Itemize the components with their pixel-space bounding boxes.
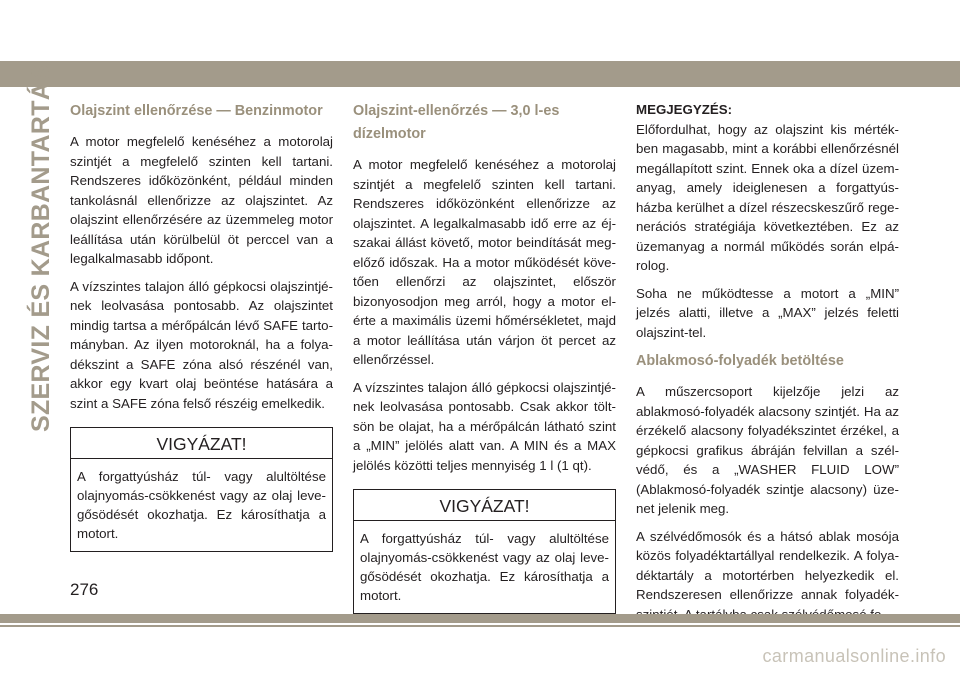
paragraph: A vízszintes talajon álló gépkocsi olajszintjé-nek leolvasása pontosabb. Az olajszintet mindig tartsa a mérőpálcán lévő SAFE tarto-mányban. Az ilyen motoroknál, ha a folya-dékszint a SAFE zóna alsó részénél van, akkor egy kvart olaj beöntése hatására a szint a SAFE zóna felső részéig emelkedik. xyxy=(70,278,333,411)
section-heading-diesel-oil-check: Olajszint-ellenőrzés — 3,0 l-es dízelmotor xyxy=(353,103,560,142)
paragraph: A szélvédőmosók és a hátsó ablak mosója közös folyadéktartállyal rendelkezik. A folya-déktartály a motortérben helyezkedik el. Rendszeresen ellenőrizze annak folyadék- xyxy=(636,528,899,602)
note-title: MEGJEGYZÉS: xyxy=(636,102,733,117)
header-band xyxy=(0,61,960,87)
column-3 xyxy=(636,100,899,632)
section-heading-petrol-oil-check: Olajszint ellenőrzése — Benzinmotor xyxy=(70,103,323,119)
footer-band xyxy=(0,614,960,623)
footer-line xyxy=(0,625,960,627)
note-paragraph: Előfordulhat, hogy az olajszint kis mérték-ben magasabb, mint a korábbi ellenőrzésnél megállapított szint. Ennek oka a dízel üzem-anyag, amely ideiglenesen a forgattyús-házba kerülhet a dízel részecskeszűrő rege-nerációs stratégiája következtében. Ez az üzemanyag a normál működés során elpá-rolog. xyxy=(636,121,899,273)
section-heading-washer-fluid: Ablakmosó-folyadék betöltése xyxy=(636,353,844,369)
warning-text: A forgattyúsház túl- vagy alultöltése olajnyomás-csökkenést vagy az olaj leve-gősödését okozhatja. Ez károsíthatja a motort. xyxy=(360,531,609,603)
warning-title: VIGYÁZAT! xyxy=(354,490,615,521)
watermark: carmanualsonline.info xyxy=(762,646,946,666)
note-paragraph: Soha ne működtesse a motort a „MIN” jelzés alatti, illetve a „MAX” jelzés feletti olajszint-tel. xyxy=(636,285,899,340)
page-top-margin xyxy=(0,0,960,61)
warning-title: VIGYÁZAT! xyxy=(71,428,332,459)
paragraph: A műszercsoport kijelzője jelzi az ablakmosó-folyadék alacsony szintjét. Ha az érzékelő alacsony folyadékszintet érzékel, a gépkocsi grafikus ábráján felvillan a szél-védő, és a „WASHER FLUID LOW” (Ablakmosó-folyadék szintje alacsony) üze-net jelenik meg. xyxy=(636,384,899,516)
paragraph: A vízszintes talajon álló gépkocsi olajszintjé-nek leolvasása pontosabb. Csak akkor tölt-sön be olajat, ha a mérőpálcán látható szint a „MIN” jelölés alatt van. A MIN és a MAX jelölés közötti teljes mennyiség 1 l (1 qt). xyxy=(353,379,616,473)
section-side-title: SZERVIZ ÉS KARBANTARTÁS xyxy=(27,64,55,432)
warning-box xyxy=(353,489,616,614)
column-2 xyxy=(353,100,616,614)
column-1 xyxy=(70,100,333,552)
warning-box xyxy=(70,427,333,552)
warning-text: A forgattyúsház túl- vagy alultöltése olajnyomás-csökkenést vagy az olaj leve-gősödését okozhatja. Ez károsíthatja a motort. xyxy=(77,469,326,541)
paragraph: A motor megfelelő kenéséhez a motorolaj szintjét a megfelelő szinten kell tartani. Rendszeres időközönként ellenőrizze az olajszintet. A legalkalmasabb idő erre az éj-szakai állást követő, motor beindítását meg-előző időszak. Ha a motor működését köve-tően ellenőrzi az olajszintet, először bizonyosodjon meg arról, hogy a motor el-érte a maximális üzemi hőmérsékletet, majd a motor leállítása után várjon öt percet az ellenőrzéssel. xyxy=(353,157,616,367)
paragraph: A motor megfelelő kenéséhez a motorolaj szintjét a megfelelő szinten kell tartani. Rendszeres időközönként, például minden tankolásnál ellenőrizze az olajszintet. Az olajszint ellenőrzésére az üzemmeleg motor leállítása után körülbelül öt perccel van a legalkalmasabb időpont. xyxy=(70,134,333,266)
page-number: 276 xyxy=(70,580,99,599)
